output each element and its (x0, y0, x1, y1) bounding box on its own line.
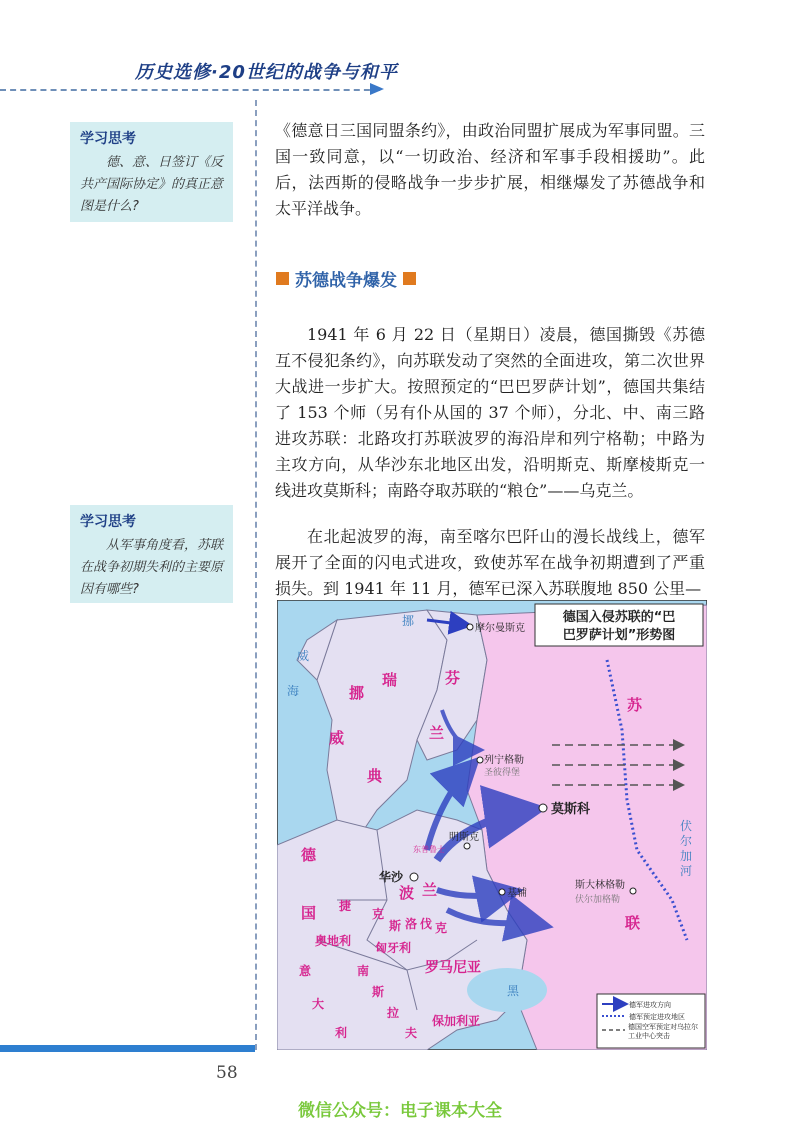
region-label: 保加利亚 (432, 1014, 481, 1028)
study-box-text: 德、意、日签订《反共产国际协定》的真正意图是什么? (80, 155, 224, 214)
legend-label: 德国空军预定对乌拉尔工业中心突击 (628, 1023, 698, 1040)
section-heading (276, 266, 416, 291)
header-arrow-icon (370, 83, 384, 95)
sea-label: 威 (297, 649, 310, 663)
study-box-1 (70, 122, 233, 222)
region-label: 拉 (387, 1006, 400, 1020)
region-label: 南 (357, 964, 370, 978)
city-label: 基辅 (507, 888, 527, 899)
header-title: 历史选修·20世纪的战争与和平 (135, 62, 398, 83)
region-label: 德 (301, 846, 317, 864)
river-label: 伏 (680, 819, 693, 833)
city-marker-icon (467, 624, 473, 630)
region-label: 意 (299, 964, 312, 978)
region-label: 利 (335, 1026, 348, 1040)
city-label: 圣彼得堡 (484, 768, 521, 778)
barbarossa-map (277, 600, 707, 1050)
region-label: 洛 (405, 917, 418, 931)
city-marker-icon (630, 888, 636, 894)
square-bullet-icon (403, 272, 416, 285)
square-bullet-icon (276, 272, 289, 285)
region-label: 克 (435, 921, 448, 935)
paragraph-1: 《德意日三国同盟条约》，由政治同盟扩展成为军事同盟。三国一致同意，以“一切政治、经济和军事手段相援助”。此后，法西斯的侵略战争一步步扩展，相继爆发了苏德战争和太平洋战争。 (275, 121, 705, 218)
city-label: 莫斯科 (551, 802, 591, 817)
region-label: 伐 (420, 917, 433, 931)
region-label: 兰 (429, 724, 445, 742)
region-label: 芬 (445, 669, 461, 687)
region-label: 斯 (389, 919, 402, 933)
city-label: 伏尔加格勒 (575, 895, 621, 905)
city-marker-icon (477, 757, 483, 763)
region-label: 夫 (405, 1026, 418, 1040)
river-label: 尔 (680, 834, 693, 848)
region-label: 挪 (349, 684, 365, 702)
region-label: 苏 (627, 696, 643, 714)
paragraph-3: 在北起波罗的海，南至喀尔巴阡山的漫长战线上，德军展开了全面的闪电式进攻，致使苏军在战争初期遭到了严重损失。到 1941 年 11 月，德军已深入苏联腹地 850 公里— (275, 527, 705, 598)
city-marker-icon (499, 889, 505, 895)
region-label: 瑞 (382, 671, 398, 689)
legend-label: 德军进攻方向 (629, 1001, 671, 1009)
region-label: 威 (329, 729, 345, 747)
map-title: 巴罗萨计划”形势图 (562, 628, 676, 643)
sea-label: 海 (287, 684, 300, 698)
river-label: 加 (680, 849, 693, 863)
city-label: 列宁格勒 (484, 755, 524, 766)
study-box-title: 学习思考 (80, 131, 136, 147)
city-marker-icon (539, 804, 547, 812)
study-box-title: 学习思考 (80, 514, 136, 530)
region-label: 兰 (422, 881, 438, 899)
section-title: 苏德战争爆发 (295, 271, 397, 291)
paragraph-2: 1941 年 6 月 22 日（星期日）凌晨，德国撕毁《苏德互不侵犯条约》，向苏联发动了突然的全面进攻，第二次世界大战进一步扩大。按照预定的“巴巴罗萨计划”，德国共集结了 153 个师（另有仆从国的 37 个师），分北、中、南三路进攻苏联：北路攻打苏联波罗的海沿岸和列宁格勒；中路为主攻方向，从华沙东北地区出发，沿明斯克、斯摩棱斯克一线进攻莫斯科；南路夺取苏联的“粮仓”——乌克兰。 (275, 325, 705, 500)
page-number: 58 (216, 1063, 238, 1083)
bottom-accent-bar (0, 1045, 255, 1052)
city-marker-icon (410, 873, 418, 881)
region-label: 奥地利 (315, 934, 352, 948)
map-legend (597, 994, 705, 1048)
city-label: 明斯克 (449, 832, 479, 843)
sea-label: 黑 (507, 984, 520, 998)
study-box-2 (70, 505, 233, 603)
header-divider (0, 89, 380, 91)
river-label: 河 (680, 864, 693, 878)
margin-divider (255, 100, 257, 1050)
region-label: 大 (312, 997, 325, 1011)
city-label: 摩尔曼斯克 (475, 623, 525, 634)
study-box-text: 从军事角度看，苏联在战争初期失利的主要原因有哪些? (80, 538, 224, 597)
region-label: 国 (301, 904, 317, 922)
region-label: 波 (399, 884, 415, 902)
region-label: 联 (625, 914, 641, 932)
city-label: 斯大林格勒 (575, 880, 625, 891)
city-marker-icon (464, 843, 470, 849)
legend-label: 德军预定进攻地区 (629, 1013, 685, 1021)
footer-watermark: 微信公众号：电子课本大全 (298, 1101, 502, 1121)
sea-label: 挪 (402, 614, 415, 628)
region-label: 匈牙利 (375, 941, 412, 955)
city-label: 东普鲁士 (413, 845, 445, 854)
region-label: 罗马尼亚 (425, 960, 481, 976)
city-label: 华沙 (379, 870, 404, 884)
map-title: 德国入侵苏联的“巴 (562, 610, 676, 625)
region-label: 斯 (372, 985, 385, 999)
region-label: 捷 (339, 899, 352, 913)
region-label: 克 (372, 907, 385, 921)
region-label: 典 (367, 767, 383, 785)
